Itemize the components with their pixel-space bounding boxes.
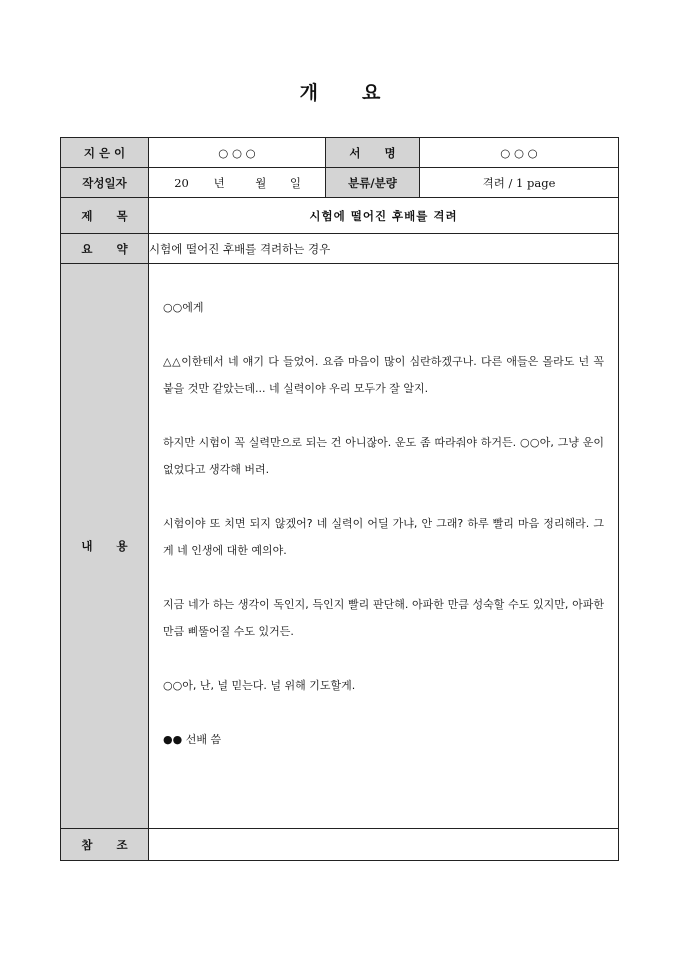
author-row — [61, 138, 619, 168]
category-label: 분류/분량 — [326, 168, 420, 198]
reference-label: 참 조 — [61, 829, 149, 861]
summary-label: 요 약 — [61, 234, 149, 264]
subject-value: 시험에 떨어진 후배를 격려 — [149, 198, 619, 234]
summary-row — [61, 234, 619, 264]
subject-row — [61, 198, 619, 234]
subject-label: 제 목 — [61, 198, 149, 234]
written-date-label: 작성일자 — [61, 168, 149, 198]
written-date-value — [149, 168, 326, 198]
letter-paragraph-3: 시험이야 또 치면 되지 않겠어? 네 실력이 어딜 가냐, 안 그래? 하루 빨리 마음 정리해라. 그게 네 인생에 대한 예의야. — [163, 517, 604, 557]
page-title-left: 개 — [299, 82, 318, 104]
date-month-unit: 월 — [255, 175, 267, 190]
summary-value: 시험에 떨어진 후배를 격려하는 경우 — [149, 234, 619, 264]
letter-paragraph-4: 지금 네가 하는 생각이 독인지, 득인지 빨리 판단해. 아파한 만큼 성숙할 수도 있지만, 아파한 만큼 삐뚤어질 수도 있거든. — [163, 598, 604, 638]
letter-paragraph-2: 하지만 시험이 꼭 실력만으로 되는 건 아니잖아. 운도 좀 따라줘야 하거든. ○○아, 그냥 운이 없었다고 생각해 버려. — [163, 436, 604, 476]
date-year-unit: 년 — [213, 175, 225, 190]
summary-form-table — [60, 137, 619, 861]
signature-value: ○ ○ ○ — [420, 138, 619, 168]
reference-row — [61, 829, 619, 861]
category-value: 격려 / 1 page — [420, 168, 619, 198]
letter-signoff: ●● 선배 씀 — [163, 733, 222, 746]
letter-greeting: ○○에게 — [163, 301, 204, 314]
date-row — [61, 168, 619, 198]
letter-paragraph-5: ○○아, 난, 널 믿는다. 널 위해 기도할게. — [163, 679, 356, 692]
contents-row — [61, 264, 619, 829]
letter-paragraph-1: △△이한테서 네 얘기 다 들었어. 요즘 마음이 많이 심란하겠구나. 다른 애들은 몰라도 넌 꼭 붙을 것만 같았는데... 네 실력이야 우리 모두가 잘 알지. — [163, 355, 604, 395]
page-title-right: 요 — [362, 82, 381, 104]
page-title — [0, 78, 680, 105]
contents-label: 내 용 — [61, 264, 149, 829]
author-label: 지 은 이 — [61, 138, 149, 168]
letter-body — [149, 264, 618, 753]
date-year: 20 — [174, 175, 189, 190]
contents-cell — [149, 264, 619, 829]
author-value: ○ ○ ○ — [149, 138, 326, 168]
reference-value — [149, 829, 619, 861]
signature-label: 서 명 — [326, 138, 420, 168]
date-day-unit: 일 — [289, 175, 302, 190]
